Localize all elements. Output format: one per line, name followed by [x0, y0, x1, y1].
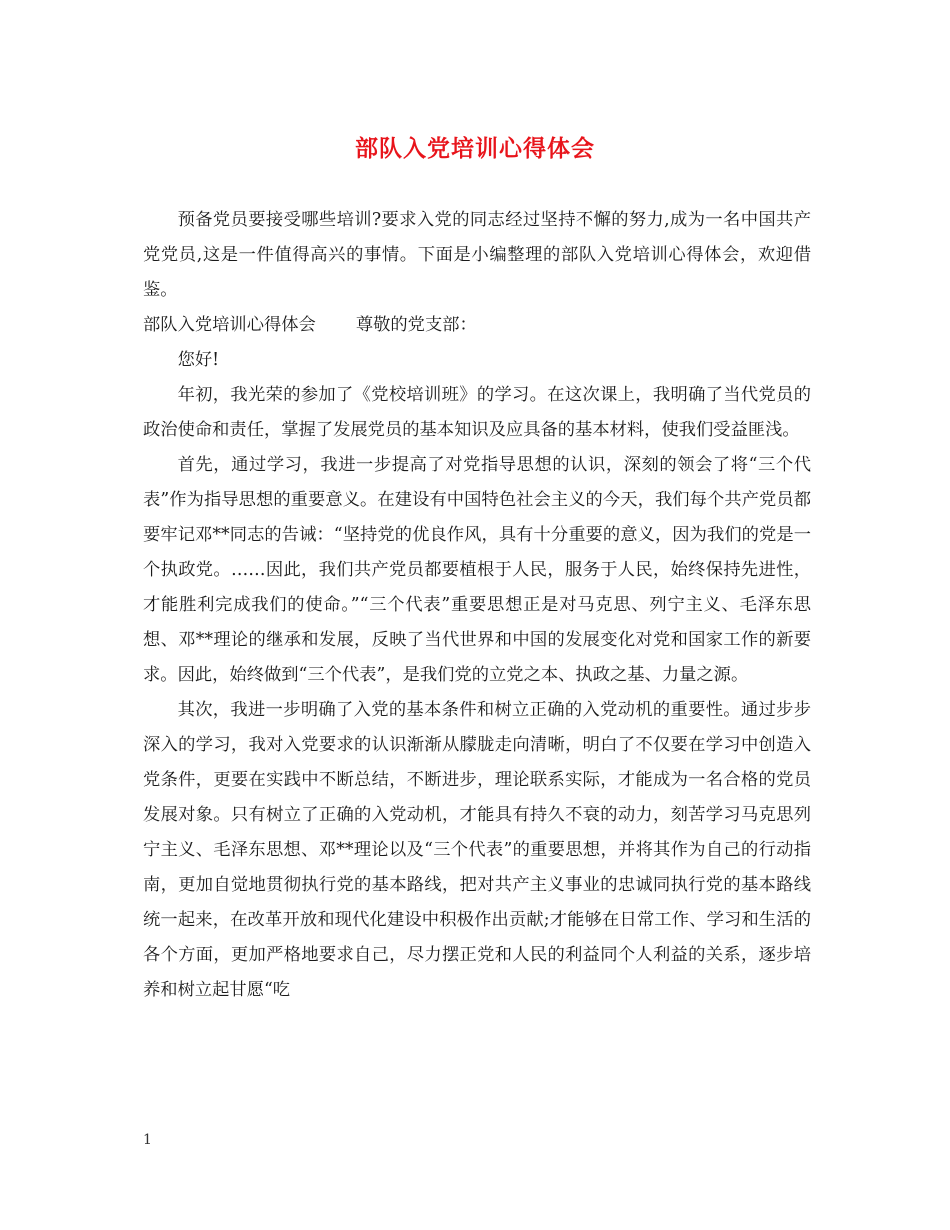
salutation: 尊敬的党支部：	[355, 315, 477, 335]
paragraph-3: 其次，我进一步明确了入党的基本条件和树立正确的入党动机的重要性。通过步步深入的学习，我对入党要求的认识渐渐从朦胧走向清晰，明白了不仅要在学习中创造入党条件，更要在实践中不断总结，不断进步，理论联系实际，才能成为一名合格的党员发展对象。只有树立了正确的入党动机，才能具有持久不衰的动力，刻苦学习马克思列宁主义、毛泽东思想、邓**理论以及“三个代表”的重要思想，并将其作为自己的行动指南，更加自觉地贯彻执行党的基本路线，把对共产主义事业的忠诚同执行党的基本路线统一起来，在改革开放和现代化建设中积极作出贡献;才能够在日常工作、学习和生活的各个方面，更加严格地要求自己，尽力摆正党和人民的利益同个人利益的关系，逐步培养和树立起甘愿“吃	[143, 700, 811, 1000]
paragraph-2: 首先，通过学习，我进一步提高了对党指导思想的认识，深刻的领会了将“三个代表”作为指导思想的重要意义。在建设有中国特色社会主义的今天，我们每个共产党员都要牢记邓**同志的告诫：“坚持党的优良作风，具有十分重要的意义，因为我们的党是一个执政党。……因此，我们共产党员都要植根于人民，服务于人民，始终保持先进性，才能胜利完成我们的使命。”“三个代表”重要思想正是对马克思、列宁主义、毛泽东思想、邓**理论的继承和发展，反映了当代世界和中国的发展变化对党和国家工作的新要求。因此，始终做到“三个代表”，是我们党的立党之本、执政之基、力量之源。	[143, 455, 811, 685]
page-number: 1	[143, 1132, 152, 1148]
intro-paragraph: 预备党员要接受哪些培训?要求入党的同志经过坚持不懈的努力,成为一名中国共产党党员,这是一件值得高兴的事情。下面是小编整理的部队入党培训心得体会，欢迎借鉴。	[143, 210, 811, 300]
subtitle-line	[143, 308, 811, 343]
document-body	[143, 203, 811, 1008]
greeting: 您好!	[177, 350, 220, 370]
document-title: 部队入党培训心得体会	[355, 135, 595, 162]
subtitle: 部队入党培训心得体会	[143, 315, 316, 335]
paragraph-1: 年初，我光荣的参加了《党校培训班》的学习。在这次课上，我明确了当代党员的政治使命和责任，掌握了发展党员的基本知识及应具备的基本材料，使我们受益匪浅。	[143, 385, 811, 440]
